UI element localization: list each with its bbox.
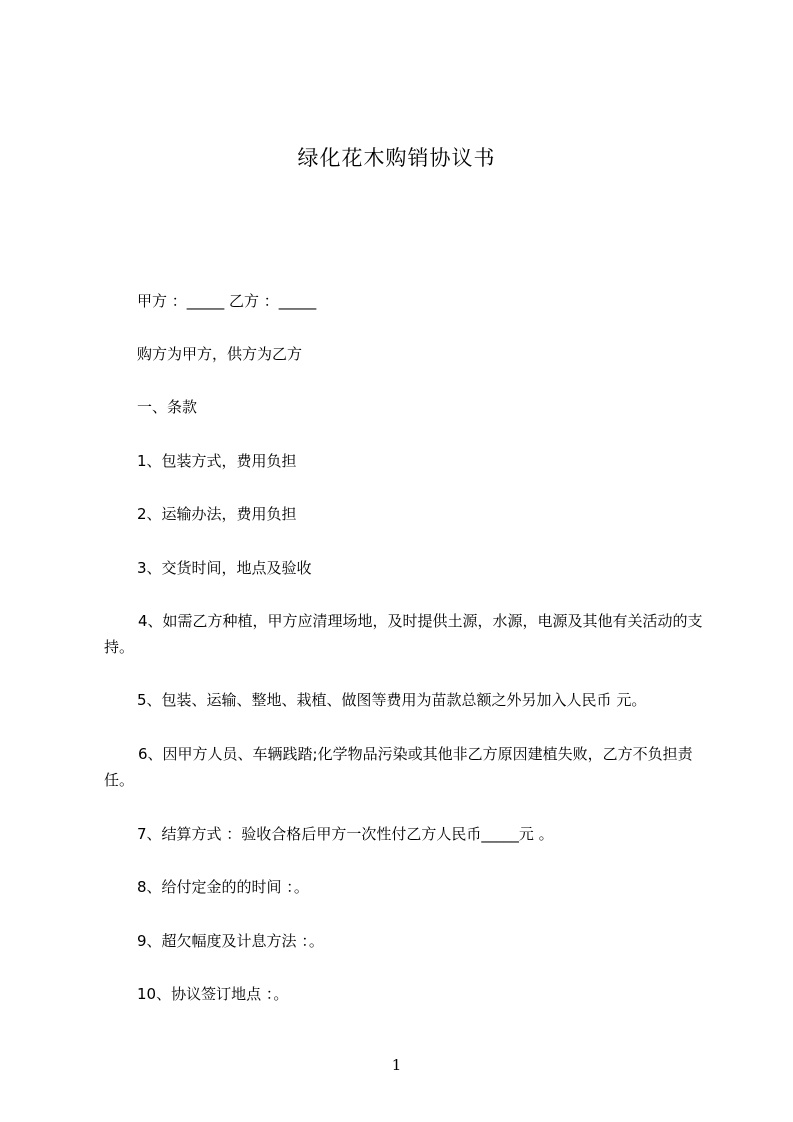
- clause-5: 5、包装、运输、整地、栽植、做图等费用为苗款总额之外另加入人民币 元。: [137, 691, 647, 709]
- clause-3: 3、交货时间，地点及验收: [137, 559, 312, 577]
- clause-9: 9、超欠幅度及计息方法 ：。: [137, 932, 324, 950]
- parties-line: 甲方 ：_____ 乙方 ：_____: [137, 292, 317, 310]
- clause-7: 7、结算方式 ：验收合格后甲方一次性付乙方人民币_____元 。: [137, 825, 554, 843]
- clause-8: 8、给付定金的的时间 ：。: [137, 878, 309, 896]
- section-heading: 一、条款: [137, 398, 198, 416]
- clause-10: 10、协议签订地点 ：。: [137, 985, 289, 1003]
- clause-1: 1、包装方式，费用负担: [137, 452, 297, 470]
- clause-2: 2、运输办法，费用负担: [137, 505, 297, 523]
- page-number: 1: [391, 1056, 402, 1074]
- roles-line: 购方为甲方，供方为乙方: [137, 345, 303, 363]
- clause-4: 4、如需乙方种植，甲方应清理场地，及时提供土源，水源，电源及其他有关活动的支持。: [104, 612, 703, 656]
- clause-6: 6、因甲方人员、车辆践踏;化学物品污染或其他非乙方原因建植失败，乙方不负担责任。: [104, 745, 693, 789]
- document-title: 绿化花木购销协议书: [297, 146, 496, 170]
